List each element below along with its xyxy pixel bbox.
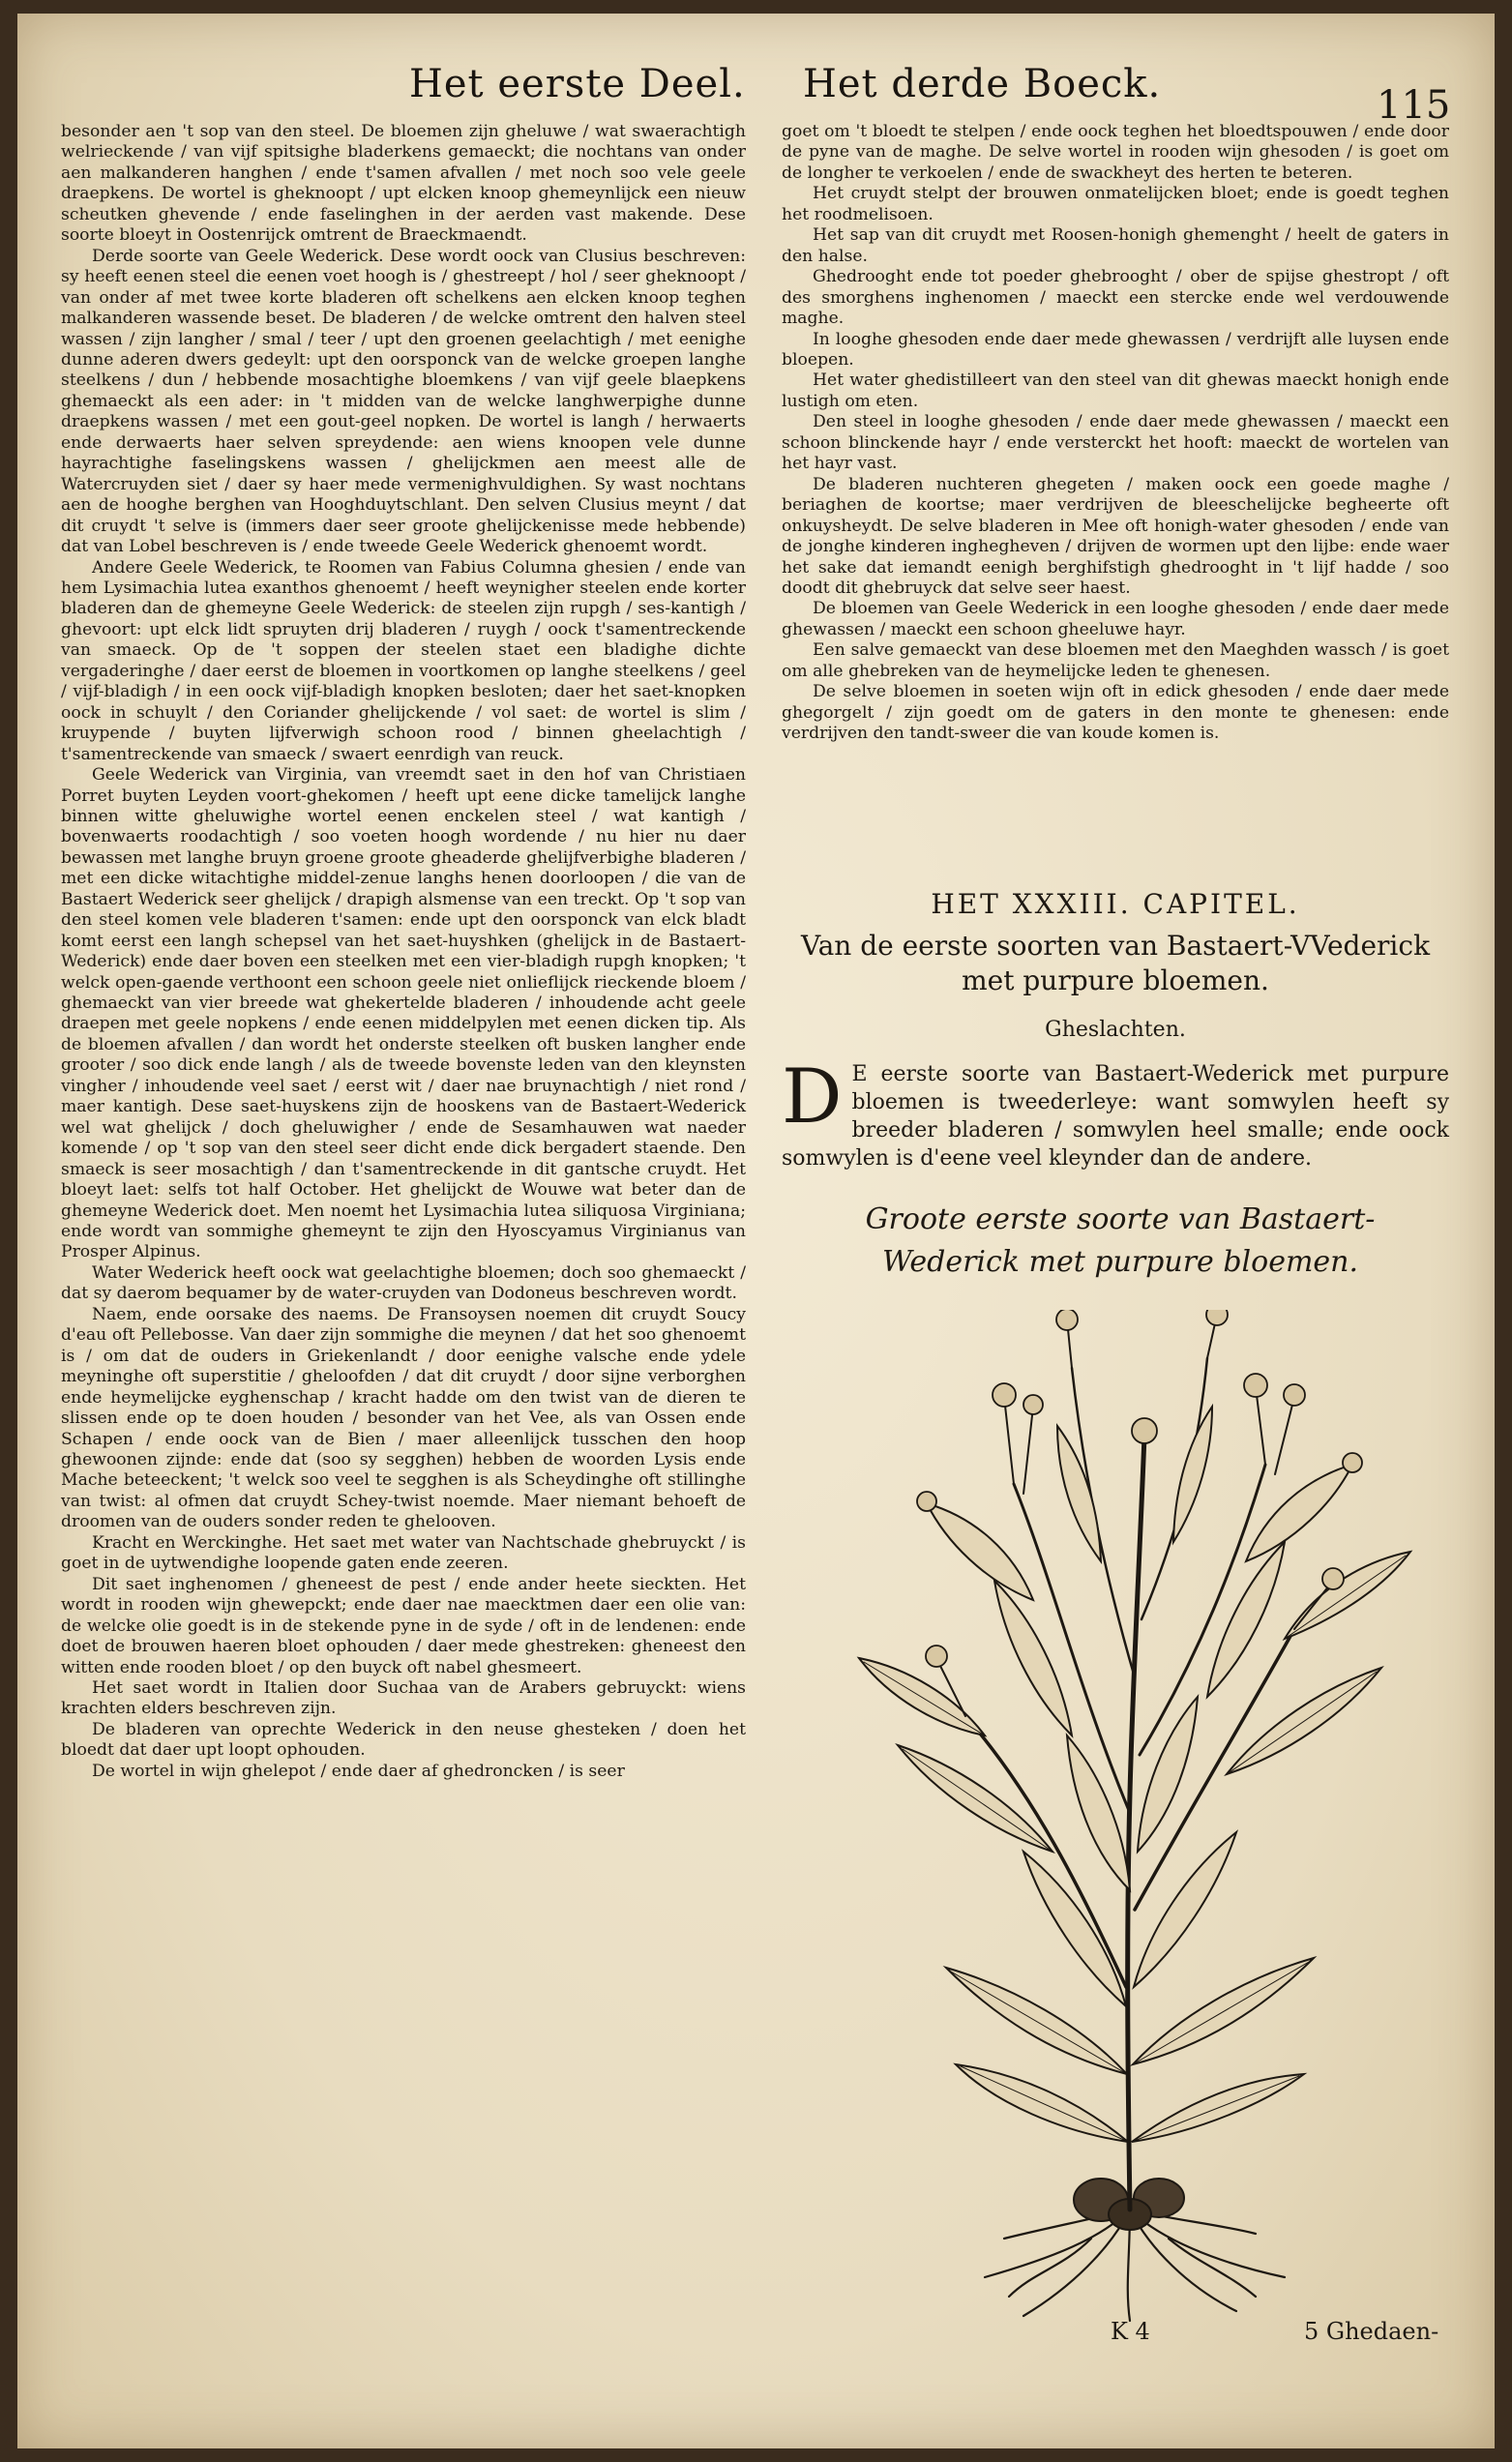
running-head-left: Het eerste Deel.: [409, 62, 746, 106]
drop-cap: D: [782, 1053, 843, 1141]
paragraph: De bloemen van Geele Wederick in een looghe ghesoden / ende daer mede ghewassen / maeckt een schoon gheeluwe hayr.: [782, 599, 1449, 639]
signature-mark: K 4: [1111, 2318, 1150, 2345]
paragraph: besonder aen 't sop van den steel. De bloemen zijn gheluwe / wat swaerachtigh welrieckende / van vijf spitsighe bladerkens gemaeckt; die nochtans van onder aen malkanderen hanghen / ende t'samen afvallen / met noch soo vele geele draepkens. De wortel is gheknoopt / upt elcken knoop ghemeynlijck een nieuw scheutken ghevende / ende faselinghen in der aerden vast makende. Dese soorte bloeyt in Oostenrijck omtrent de Braeckmaendt.: [61, 122, 746, 246]
right-text-column: [782, 122, 1449, 745]
paragraph: goet om 't bloedt te stelpen / ende oock teghen het bloedtspouwen / ende door de pyne van de maghe. De selve wortel in rooden wijn ghesoden / is goet om de longher te verkoelen / ende de swackheyt des herten te beteren.: [782, 122, 1449, 183]
folio-number: 115: [1377, 83, 1451, 128]
paragraph: Het sap van dit cruydt met Roosen-honigh ghemenght / heelt de gaters in den halse.: [782, 225, 1449, 266]
running-head-right: Het derde Boeck.: [803, 62, 1162, 106]
paragraph: Dit saet inghenomen / gheneest de pest / ende ander heete sieckten. Het wordt in rooden wijn ghewepckt; ende daer nae maecktmen daer een olie van: de welcke olie goedt is in de stekende pyne in de syde / oft in de lendenen: ende doet de brouwen haeren bloet ophouden / daer mede ghestreken: gheneest den witten ende rooden bloet / op den buyck oft nabel ghesmeert.: [61, 1574, 746, 1677]
paragraph: Kracht en Werckinghe. Het saet met water van Nachtschade ghebruyckt / is goet in de uytwendighe loopende gaten ende zeeren.: [61, 1532, 746, 1574]
figure-caption-line: Groote eerste soorte van Bastaert-: [865, 1202, 1376, 1236]
paragraph: Den steel in looghe ghesoden / ende daer mede ghewassen / maeckt een schoon blinckende hayr / ende versterckt het hooft: maeckt de wortelen van het hayr vast.: [782, 412, 1449, 474]
paragraph: De wortel in wijn ghelepot / ende daer af ghedroncken / is seer: [92, 1761, 625, 1781]
paragraph: Ghedrooght ende tot poeder ghebrooght / ober de spijse ghestropt / oft des smorghens inghenomen / maeckt een stercke ende wel verdouwende maghe.: [782, 267, 1449, 329]
paragraph: Geele Wederick van Virginia, van vreemdt saet in den hof van Christiaen Porret buyten Leyden voort-ghekomen / heeft upt eene dicke tamelijck langhe binnen witte gheluwighe wortel eenen enckelen steel / wat kantigh / bovenwaerts roodachtigh / soo voeten hoogh wordende / nu hier nu daer bewassen met langhe bruyn groene groote gheaderde ghelijfverbighe bladeren / met een dicke witachtighe middel-zenue langhs henen doorloopen / die van de Bastaert Wederick seer ghelijck / drapigh alsmense van een treckt. Op 't sop van den steel komen vele bladeren t'samen: ende upt den oorsponck van elck bladt komt eerst een langh schepsel van het saet-huyshken (ghelijck in de Bastaert-Wederick) ende daer boven een steelken met een vier-bladigh rupgh knopken; 't welck open-gaende verthoont een schoon geele niet onlieflijck rieckende bloem / ghemaeckt van vier breede wat ghekertelde bladeren / inhoudende acht geele draepen met geele nopkens / ende eenen middelpylen met eenen dicken tip. Als de bloemen afvallen / dan wordt het onderste steelken oft busken langher ende grooter / soo dick ende langh / als de tweede bovenste leden van den kleynsten vingher / inhoudende veel saet / eerst wit / daer nae bruynachtigh / niet rond / maer kantigh. Dese saet-huyskens zijn de hooskens van de Bastaert-Wederick wel wat ghelijck / doch gheluwigher / ende de Sesamhauwen wat naeder komende / op 't sop van den steel seer dicht ende dick bergadert staende. Den smaeck is seer mosachtigh / dan t'samentreckende in dit gantsche cruydt. Het bloeyt laet: selfs tot half October. Het ghelijckt de Wouwe wat beter dan de ghemeyne Wederick doet. Men noemt het Lysimachia lutea siliquosa Virginiana; ende wordt van sommighe ghemeynt te zijn den Hyoscyamus Virginianus van Prosper Alpinus.: [61, 765, 746, 1262]
page: [17, 14, 1495, 2448]
chapter-subtitle: [782, 929, 1449, 998]
paragraph: Water Wederick heeft oock wat geelachtighe bloemen; doch soo ghemaeckt / dat sy daerom bequamer by de water-cruyden van Dodoneus beschreven wordt.: [61, 1262, 746, 1304]
paragraph: Het cruydt stelpt der brouwen onmatelijcken bloet; ende is goedt teghen het roodmelisoen.: [782, 184, 1449, 224]
paragraph: Het water ghedistilleert van den steel van dit ghewas maeckt honigh ende lustigh om eten.: [782, 371, 1449, 411]
intro-paragraph: [782, 1053, 1449, 1172]
section-heading: Gheslachten.: [1045, 1018, 1186, 1042]
paragraph: Een salve gemaeckt van dese bloemen met den Maeghden wassch / is goet om alle ghebreken van de heymelijcke leden te ghenesen.: [782, 640, 1449, 681]
paragraph: Andere Geele Wederick, te Roomen van Fabius Columna ghesien / ende van hem Lysimachia lutea exanthos ghenoemt / heeft weynigher steelen ende korter bladeren dan de ghemeyne Geele Wederick: de steelen zijn rupgh / ses-kantigh / ghevoort: upt elck lidt spruyten drij bladeren / ruygh / oock t'samentreckende van smaeck. Op de 't soppen der steelen staet een bladighe dichte vergaderinghe / daer eerst de bloemen in voortkomen op langhe steelkens / geel / vijf-bladigh / in een oock vijf-bladigh knopken besloten; daer het saet-knopken oock in schuylt / den Coriander ghelijckende / vol saet: de wortel is slim / kruypende / buyten lijfverwigh schoon rood / binnen gheelachtigh / t'samentreckende van smaeck / swaert eenrdigh van reuck.: [61, 557, 746, 764]
figure-caption-line: Wederick met purpure bloemen.: [881, 1245, 1359, 1279]
flowers: [917, 1310, 1362, 1667]
paragraph: Het saet wordt in Italien door Suchaa van de Arabers gebruyckt: wiens krachten elders beschreven zijn.: [61, 1677, 746, 1719]
paragraph: In looghe ghesoden ende daer mede ghewassen / verdrijft alle luysen ende bloepen.: [782, 329, 1449, 370]
paragraph: Derde soorte van Geele Wederick. Dese wordt oock van Clusius beschreven: sy heeft eenen steel die eenen voet hoogh is / ghestreept / hol / seer gheknoopt / van onder af met twee korte bladeren oft schelkens aen elcken knoop teghen malkanderen wassende beset. De bladeren / de welcke omtrent den halven steel wassen / zijn langher / smal / teer / upt den groenen geelachtigh / met eenighe dunne aderen dwers gedeylt: upt den oorsponck van de welcke groepen langhe steelkens / dun / hebbende mosachtighe bloemkens / van vijf geele blaepkens ghemaeckt als een ader: in 't midden van de welcke langhwerpighe dunne draepkens wassen / met een gout-geel nopken. De wortel is langh / herwaerts ende derwaerts haer selven spreydende: aen wiens knoopen vele dunne hayrachtighe faselingskens wassen / ghelijckmen aen meest alle de Watercruyden siet / daer sy haer mede vermenighvuldighen. Sy wast nochtans aen de hooghe berghen van Hooghduytschlant. Den selven Clusius meynt / dat dit cruydt 't selve is (immers daer seer groote ghelijckenisse mede hebbende) dat van Lobel beschreven is / ende tweede Geele Wederick ghenoemt wordt.: [61, 246, 746, 557]
paragraph: Naem, ende oorsake des naems. De Fransoysen noemen dit cruydt Soucy d'eau oft Pellebosse. Van daer zijn sommighe die meynen / dat het soo ghenoemt is / om dat de ouders in Griekenlandt / door eenighe valsche ende ydele meyninghe oft superstitie / gheloofden / dat dit cruydt / door sijne verborghen ende heymelijcke eyghenschap / kracht hadde om den twist van de dieren te slissen ende op te doen houden / besonder van het Vee, als van Ossen ende Schapen / ende oock van de Bien / maer alleenlijck tusschen den hoop ghewoonen zijnde: ende dat (soo sy segghen) hebben de woorden Lysis ende Mache beteeckent; 't welck soo veel te segghen is als Scheydinghe oft stillinghe van twist: al ofmen dat cruydt Schey-twist noemde. Maer niemant behoeft de droomen van de ouders sonder reden te ghelooven.: [61, 1304, 746, 1532]
catchword: 5 Ghedaen-: [1304, 2318, 1439, 2345]
chapter-title: HET XXXIII. CAPITEL.: [931, 888, 1300, 920]
leaves: [859, 1407, 1410, 2142]
plant-woodcut-illustration: [840, 1310, 1420, 2326]
paragraph: De bladeren nuchteren ghegeten / maken oock een goede maghe / beriaghen de koortse; maer verdrijven de bleeschelijcke begheerte oft onkuysheydt. De selve bladeren in Mee oft honigh-water ghesoden / ende van de jonghe kinderen inghegheven / drijven de wormen upt den lijbe: ende waer het sake dat iemandt eenigh berghifstigh ghedrooght in 't lijf hadde / soo doodt dit ghebruyck dat selve seer haest.: [782, 474, 1449, 598]
intro-text: E eerste soorte van Bastaert-Wederick met purpure bloemen is tweederleye: want somwylen heeft sy breeder bladeren / somwylen heel smalle; ende oock somwylen is d'eene veel kleynder dan de andere.: [782, 1062, 1449, 1171]
figure-caption: [811, 1199, 1430, 1284]
chapter-subtitle-line: met purpure bloemen.: [962, 964, 1269, 996]
paragraph: De selve bloemen in soeten wijn oft in edick ghesoden / ende daer mede ghegorgelt / zijn goedt om de gaters in den monte te ghenesen: ende verdrijven den tandt-sweer die van koude komen is.: [782, 682, 1449, 744]
paragraph: De bladeren van oprechte Wederick in den neuse ghesteken / doen het bloedt dat daer upt loopt ophouden.: [61, 1719, 746, 1761]
chapter-subtitle-line: Van de eerste soorten van Bastaert-VVederick: [800, 930, 1431, 962]
left-text-column: [61, 122, 746, 1782]
